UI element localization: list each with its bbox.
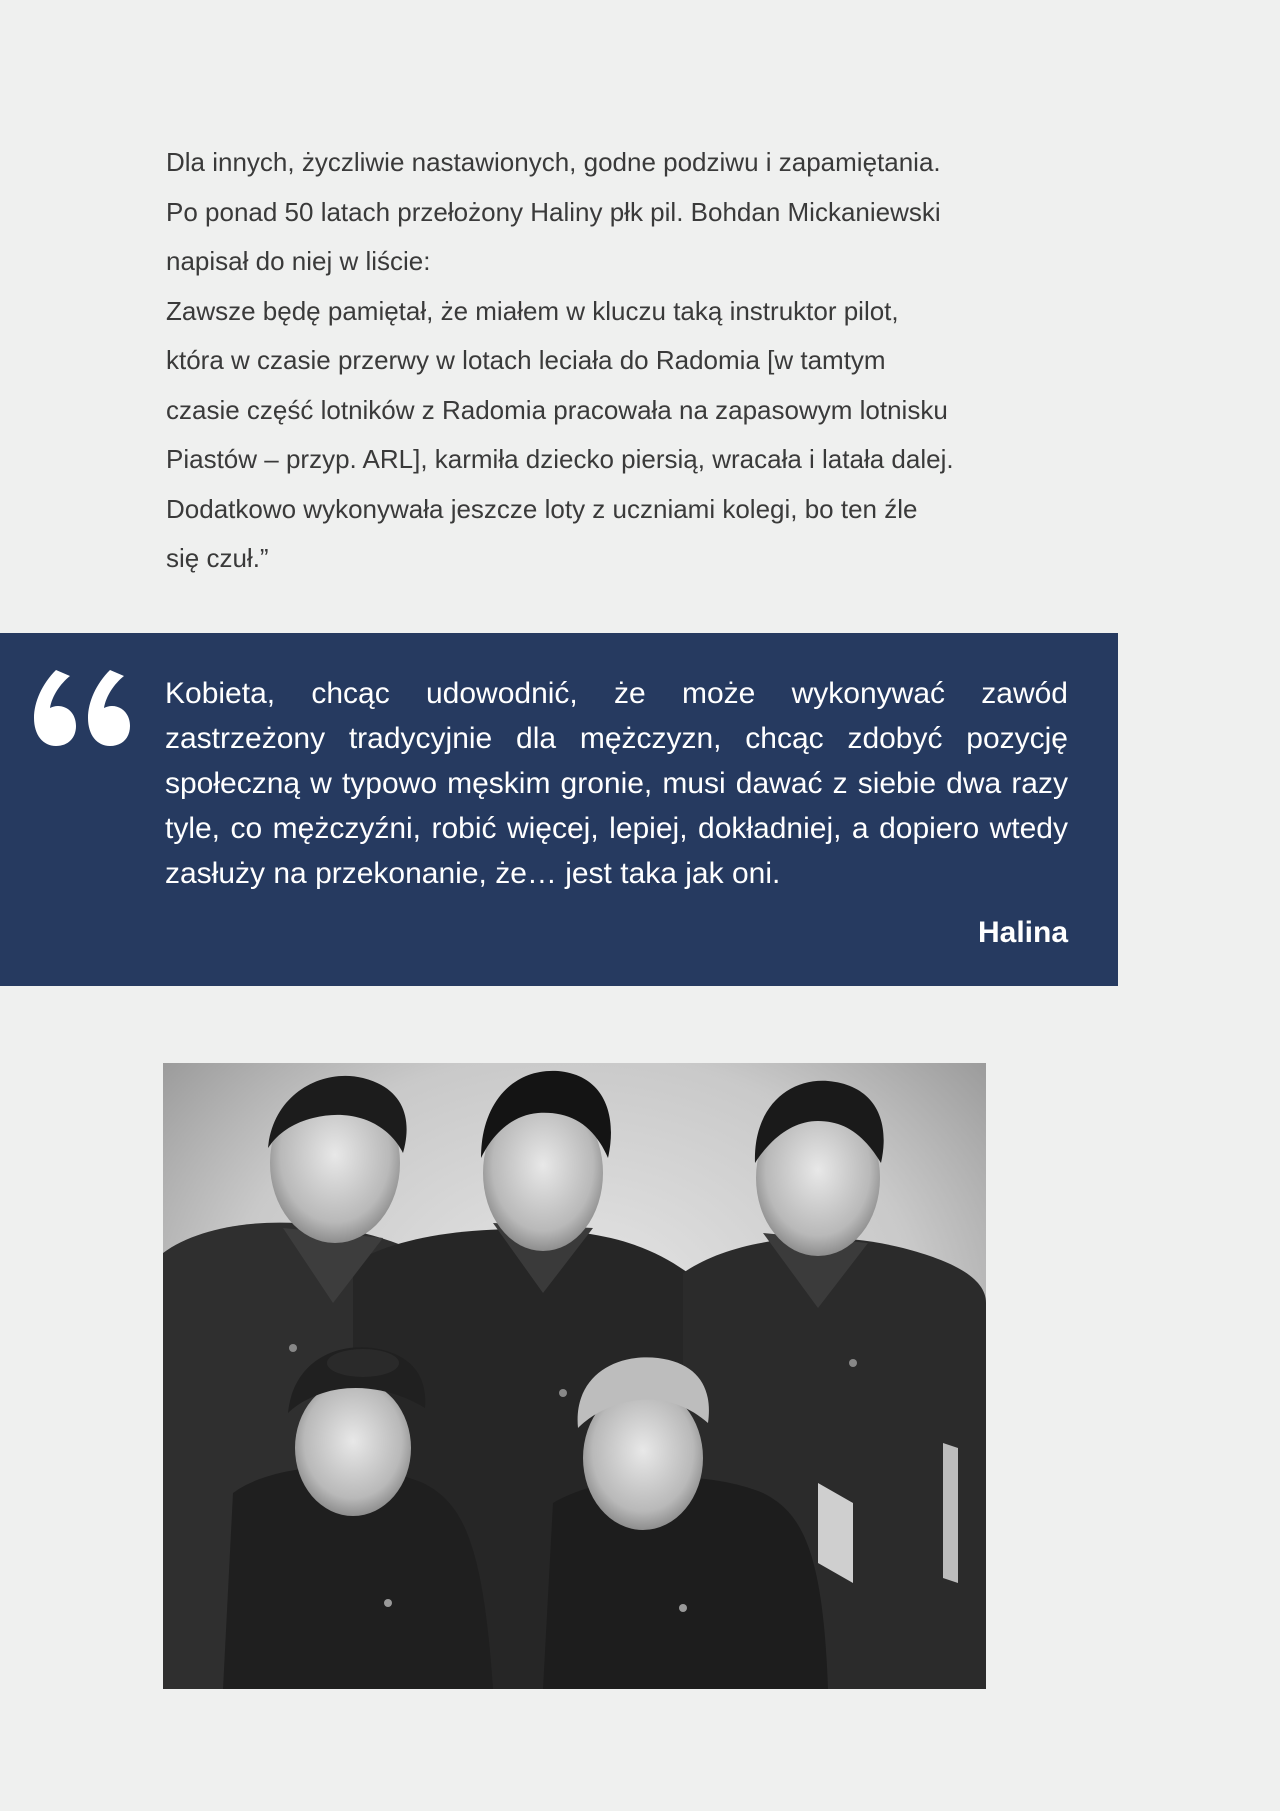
quote-mark-icon bbox=[30, 658, 134, 758]
quote-author: Halina bbox=[977, 916, 1068, 949]
text-line: się czuł.” bbox=[166, 543, 269, 573]
body-paragraph bbox=[166, 138, 996, 584]
text-line: napisał do niej w liście: bbox=[166, 246, 431, 276]
text-line: która w czasie przerwy w lotach leciała do Radomia [w tamtym bbox=[166, 345, 886, 375]
text-line: Dla innych, życzliwie nastawionych, godne podziwu i zapamiętania. bbox=[166, 147, 941, 177]
photo-illustration bbox=[163, 1063, 986, 1689]
quote-text: Kobieta, chcąc udowodnić, że może wykonywać zawód zastrzeżony tradycyjnie dla mężczyzn, chcąc zdobyć pozycję społeczną w typowo męskim gronie, musi dawać z siebie dwa razy tyle, co mężczyźni, robić więcej, lepiej, dokładniej, a dopiero wtedy zasłuży na przekonanie, że… jest taka jak oni. bbox=[165, 677, 1068, 890]
text-line: czasie część lotników z Radomia pracowała na zapasowym lotnisku bbox=[166, 394, 948, 425]
text-line: Zawsze będę pamiętał, że miałem w kluczu taką instruktor pilot, bbox=[166, 295, 899, 326]
text-line: Dodatkowo wykonywała jeszcze loty z uczniami kolegi, bo ten źle bbox=[166, 493, 918, 524]
group-portrait-photo bbox=[163, 1063, 986, 1689]
text-line: Piastów – przyp. ARL], karmiła dziecko piersią, wracała i latała dalej. bbox=[166, 444, 954, 474]
text-line: Po ponad 50 latach przełożony Haliny płk pil. Bohdan Mickaniewski bbox=[166, 196, 941, 227]
